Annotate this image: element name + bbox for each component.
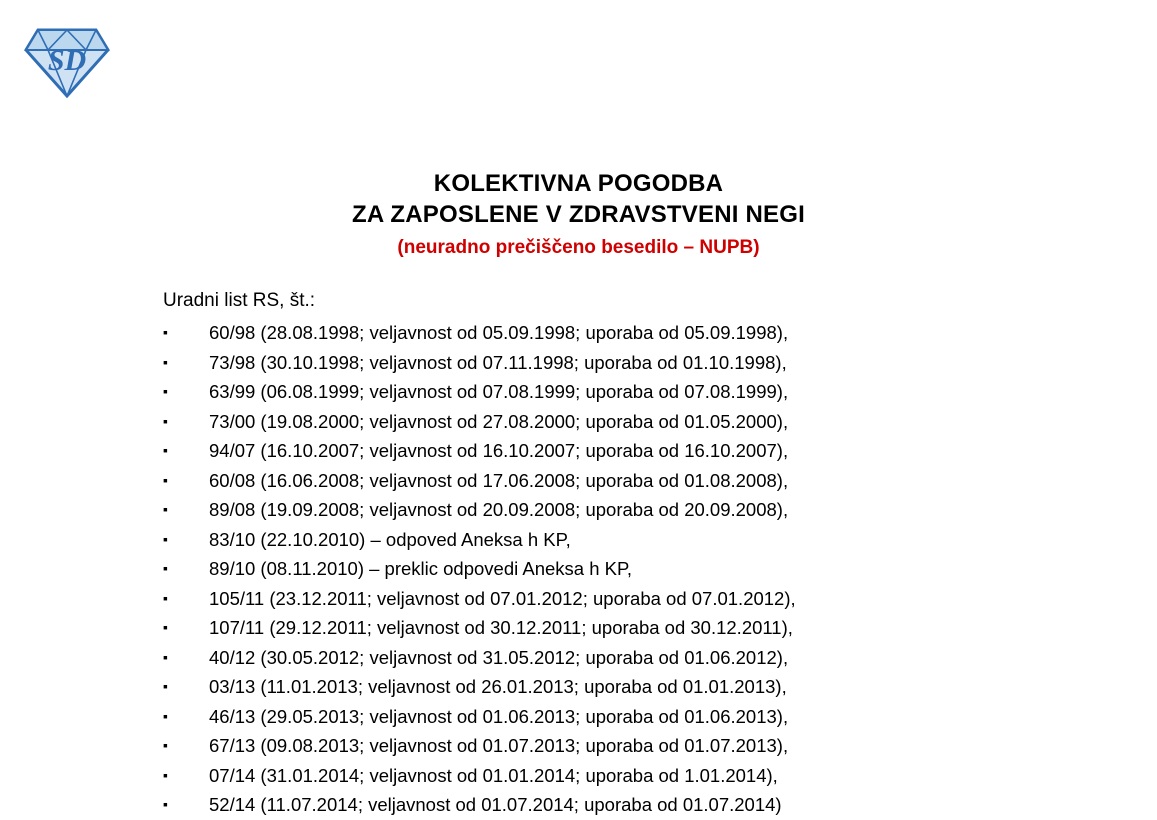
list-item <box>163 466 1123 496</box>
list-item <box>163 702 1123 732</box>
list-item <box>163 554 1123 584</box>
list-item-label: 67/13 (09.08.2013; veljavnost od 01.07.2013; uporaba od 01.07.2013), <box>209 735 789 756</box>
title-line-2: ZA ZAPOSLENE V ZDRAVSTVENI NEGI <box>352 201 805 228</box>
list-item <box>163 584 1123 614</box>
bullet-icon: ▪ <box>163 324 168 340</box>
list-item-label: 105/11 (23.12.2011; veljavnost od 07.01.2012; uporaba od 07.01.2012), <box>209 587 796 609</box>
list-item <box>163 348 1123 378</box>
list-item <box>163 613 1123 643</box>
list-item-label: 73/00 (19.08.2000; veljavnost od 27.08.2000; uporaba od 01.05.2000), <box>209 410 789 432</box>
list-item <box>163 377 1123 407</box>
list-item <box>163 407 1123 437</box>
bullet-icon: ▪ <box>163 766 168 783</box>
bullet-icon: ▪ <box>163 530 168 547</box>
bullet-icon: ▪ <box>163 648 168 665</box>
bullet-icon: ▪ <box>163 353 168 370</box>
list-item-label: 60/98 (28.08.1998; veljavnost od 05.09.1998; uporaba od 05.09.1998), <box>209 322 789 343</box>
list-item <box>163 731 1123 761</box>
list-item <box>163 790 1123 820</box>
list-item-label: 107/11 (29.12.2011; veljavnost od 30.12.2011; uporaba od 30.12.2011), <box>209 617 793 638</box>
bullet-icon: ▪ <box>163 442 168 458</box>
bullet-icon: ▪ <box>163 678 168 694</box>
list-item-label: 03/13 (11.01.2013; veljavnost od 26.01.2013; uporaba od 01.01.2013), <box>209 676 787 697</box>
bullet-icon: ▪ <box>163 707 168 724</box>
list-item-label: 89/10 (08.11.2010) – preklic odpovedi Aneksa h KP, <box>209 558 633 579</box>
bullet-icon: ▪ <box>163 589 168 606</box>
list-item-label: 94/07 (16.10.2007; veljavnost od 16.10.2007; uporaba od 16.10.2007), <box>209 440 789 461</box>
list-item-label: 73/98 (30.10.1998; veljavnost od 07.11.1998; uporaba od 01.10.1998), <box>209 351 787 373</box>
list-item <box>163 495 1123 525</box>
list-item <box>163 672 1123 702</box>
bullet-icon: ▪ <box>163 501 168 517</box>
list-item-label: 63/99 (06.08.1999; veljavnost od 07.08.1999; uporaba od 07.08.1999), <box>209 381 789 402</box>
title-line-1: KOLEKTIVNA POGODBA <box>433 170 724 197</box>
bullet-icon: ▪ <box>163 471 168 488</box>
list-item-label: 89/08 (19.09.2008; veljavnost od 20.09.2008; uporaba od 20.09.2008), <box>209 499 789 520</box>
source-label: Uradni list RS, št.: <box>163 290 316 311</box>
list-item-label: 46/13 (29.05.2013; veljavnost od 01.06.2013; uporaba od 01.06.2013), <box>209 705 789 727</box>
page-title <box>0 168 1157 262</box>
list-item <box>163 761 1123 791</box>
sd-diamond-logo <box>24 24 110 100</box>
list-item <box>163 436 1123 466</box>
bullet-icon: ▪ <box>163 619 168 635</box>
list-item <box>163 318 1123 348</box>
list-item-label: 07/14 (31.01.2014; veljavnost od 01.01.2014; uporaba od 1.01.2014), <box>209 764 778 786</box>
list-item-label: 83/10 (22.10.2010) – odpoved Aneksa h KP, <box>209 528 571 550</box>
list-item <box>163 525 1123 555</box>
svg-text:SD: SD <box>47 44 87 77</box>
bullet-icon: ▪ <box>163 412 168 429</box>
bullet-icon: ▪ <box>163 560 168 576</box>
list-item-label: 60/08 (16.06.2008; veljavnost od 17.06.2008; uporaba od 01.08.2008), <box>209 469 789 491</box>
title-subtitle: (neuradno prečiščeno besedilo – NUPB) <box>397 237 760 258</box>
source-section <box>163 288 1123 820</box>
list-item <box>163 643 1123 673</box>
bullet-icon: ▪ <box>163 383 168 399</box>
source-entry-list <box>163 318 1123 820</box>
list-item-label: 52/14 (11.07.2014; veljavnost od 01.07.2014; uporaba od 01.07.2014) <box>209 794 782 815</box>
bullet-icon: ▪ <box>163 796 168 812</box>
list-item-label: 40/12 (30.05.2012; veljavnost od 31.05.2012; uporaba od 01.06.2012), <box>209 646 789 668</box>
bullet-icon: ▪ <box>163 737 168 753</box>
